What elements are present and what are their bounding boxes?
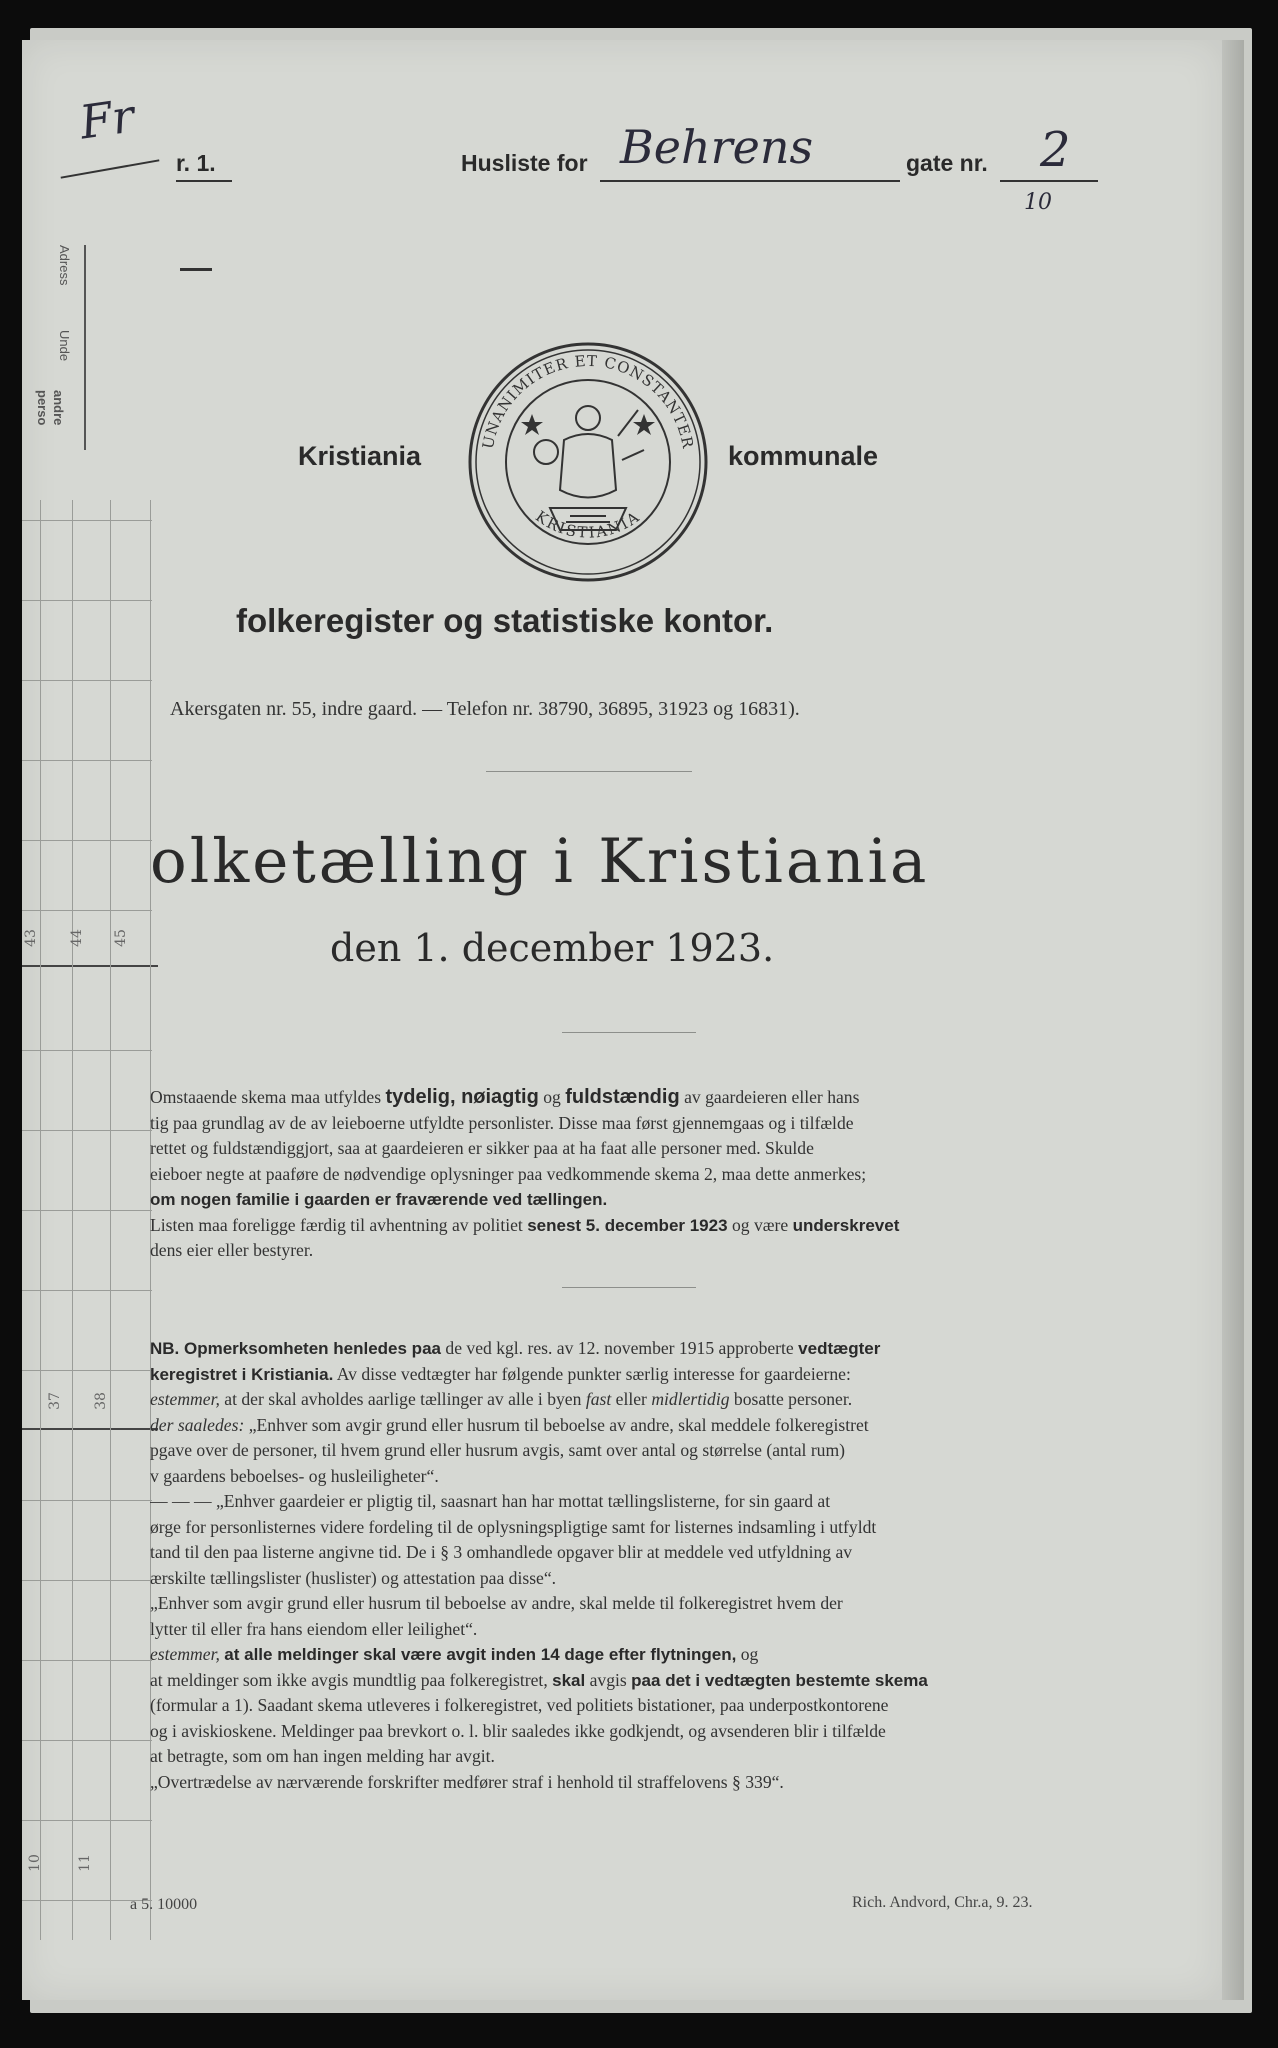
nb-emphasis: keregistret i Kristiania. [150,1364,334,1384]
footer-printer: Rich. Andvord, Chr.a, 9. 23. [852,1894,1033,1911]
instr-line: rettet og fuldstændiggjort, saa at gaardeieren er sikker paa at ha faat alle personer med. Skulde [150,1138,814,1158]
strip-num-45: 45 [112,929,129,947]
instr-text: Listen maa foreligge færdig til avhentning av politiet [150,1214,523,1235]
nb-text: bosatte personer. [733,1389,853,1409]
instr-line-bold: om nogen familie i gaarden er fraværende ved tællingen. [150,1190,608,1209]
strip-num-44: 44 [68,929,85,947]
instr-deadline: senest 5. december 1923 [527,1215,728,1235]
seal-bottom-text: KRISTIANIA [532,507,644,542]
nb-line: v gaardens beboelses- og husleiligheter“. [150,1465,439,1486]
nb-line: og i aviskioskene. Meldinger paa brevkort o. l. blir saaledes ikke godkjendt, og avsenderen blir i tilfælde [150,1720,886,1741]
instr-text: og [543,1087,561,1107]
margin-handwriting: Fr [76,88,138,150]
footer-form-number: a 5. 10000 [130,1896,198,1913]
strip-num-37: 37 [46,1392,63,1410]
nb-paragraph [150,1336,1105,1795]
nb-line: — — — „Enhver gaardeier er pligtig til, saasnart han har mottat tællingslisterne, for sin gaard at [150,1491,831,1511]
nb-line: tand til den paa listerne angivne tid. De i § 3 omhandlede opgaver blir at meddele ved utfyldning av [150,1542,853,1562]
office-city: Kristiania [298,441,422,471]
strip-label-adress: Adress [57,245,72,286]
paper-edge [1222,40,1244,2000]
instr-line: dens eier eller bestyrer. [150,1240,314,1260]
gate-label: gate nr. [906,150,988,176]
instr-emphasis: fuldstændig [565,1086,680,1108]
header-dash [180,268,212,271]
instr-emphasis: tydelig, nøiagtig [385,1086,539,1108]
nb-line: ørge for personlisternes videre fordeling til de oplysningspligtige samt for listernes indsamling i utfyldt [150,1516,877,1537]
nb-emphasis: skal [552,1670,586,1690]
instr-line: tig paa grundlag av de av leieboerne utfyldte personlister. Disse maa først gjennemgaas og i tilfælde [150,1112,854,1133]
separator [562,1287,696,1288]
office-address: Akersgaten nr. 55, indre gaard. — Telefon nr. 38790, 36895, 31923 og 16831). [170,698,800,720]
separator [486,771,692,772]
strip-label-perso: perso [35,390,50,426]
svg-text:UNANIMITER ET CONSTANTER [479,352,697,451]
office-name: folkeregister og statistiske kontor. [236,602,774,639]
office-kommunale: kommunale [728,441,879,471]
street-name-handwritten: Behrens [620,120,814,174]
strip-label-andre: andre [51,390,66,426]
instr-line: eieboer negte at paaføre de nødvendige oplysninger paa vedkommende skema 2, maa dette anmerkes; [150,1163,867,1184]
city-seal [466,340,710,584]
nb-line: „Enhver som avgir grund eller husrum til beboelse av andre, skal melde til folkeregistret hvem der [150,1593,843,1613]
instructions-paragraph [150,1085,1105,1264]
nb-line: „Overtrædelse av nærværende forskrifter medfører straf i henhold til straffelovens § 339“. [150,1771,784,1792]
strip-num-11: 11 [76,1854,93,1872]
census-title: olketælling i Kristiania [150,826,930,897]
instr-text: Omstaaende skema maa utfyldes [150,1087,382,1107]
separator [562,1032,696,1033]
nr-label: r. 1. [176,150,216,176]
instr-text: av gaardeieren eller hans [684,1087,860,1107]
nb-text: og [740,1644,759,1664]
strip-num-43: 43 [22,929,39,947]
nb-text: Av disse vedtægter har følgende punkter særlig interesse for gaardeierne: [336,1363,851,1384]
nb-text: eller [615,1389,647,1409]
nb-text: estemmer, [150,1644,220,1664]
nb-emphasis: vedtægter [798,1339,881,1358]
street-number-handwritten: 2 [1040,122,1071,178]
nb-text: der saaledes: [150,1414,245,1435]
nb-text: midlertidig [651,1389,730,1409]
instr-text: og være [731,1214,789,1235]
nb-text: de ved kgl. res. av 12. november 1915 approberte [445,1338,794,1358]
nb-text: at der skal avholdes aarlige tællinger av alle i byen [224,1389,582,1409]
svg-text:KRISTIANIA [532,507,644,542]
nb-text: avgis [589,1669,627,1690]
nb-emphasis: paa det i vedtægten bestemte skema [631,1670,928,1690]
nb-line: at betragte, som om han ingen melding har avgit. [150,1746,495,1766]
nb-text: fast [585,1389,612,1409]
strip-label-unde: Unde [57,330,72,362]
strip-num-38: 38 [92,1392,109,1410]
census-date: den 1. december 1923. [330,926,775,970]
sub-number-handwritten: 10 [1024,190,1052,215]
nb-heading: NB. Opmerksomheten henledes paa [150,1339,441,1358]
strip-num-10: 10 [26,1854,43,1872]
nb-line: ærskilte tællingslister (huslister) og attestation paa disse“. [150,1567,557,1588]
nb-text: at meldinger som ikke avgis mundtlig paa folkeregistret, [150,1669,548,1690]
husliste-label: Husliste for [461,150,588,176]
nb-line: pgave over de personer, til hvem grund eller husrum avgis, samt over antal og størrelse (antal rum) [150,1440,846,1460]
seal-ring-text: UNANIMITER ET CONSTANTER [478,351,698,451]
nb-line: (formular a 1). Saadant skema utleveres i folkeregistret, ved politiets bistationer, paa underpostkontorene [150,1695,889,1715]
instr-emphasis: underskrevet [792,1215,900,1235]
nb-line: lytter til eller fra hans eiendom eller leilighet“. [150,1618,478,1639]
nb-text: „Enhver som avgir grund eller husrum til beboelse av andre, skal meddele folkeregistret [248,1414,869,1435]
nb-emphasis: at alle meldinger skal være avgit inden 14 dage efter flytningen, [224,1645,737,1664]
nb-text: estemmer, [150,1389,220,1409]
